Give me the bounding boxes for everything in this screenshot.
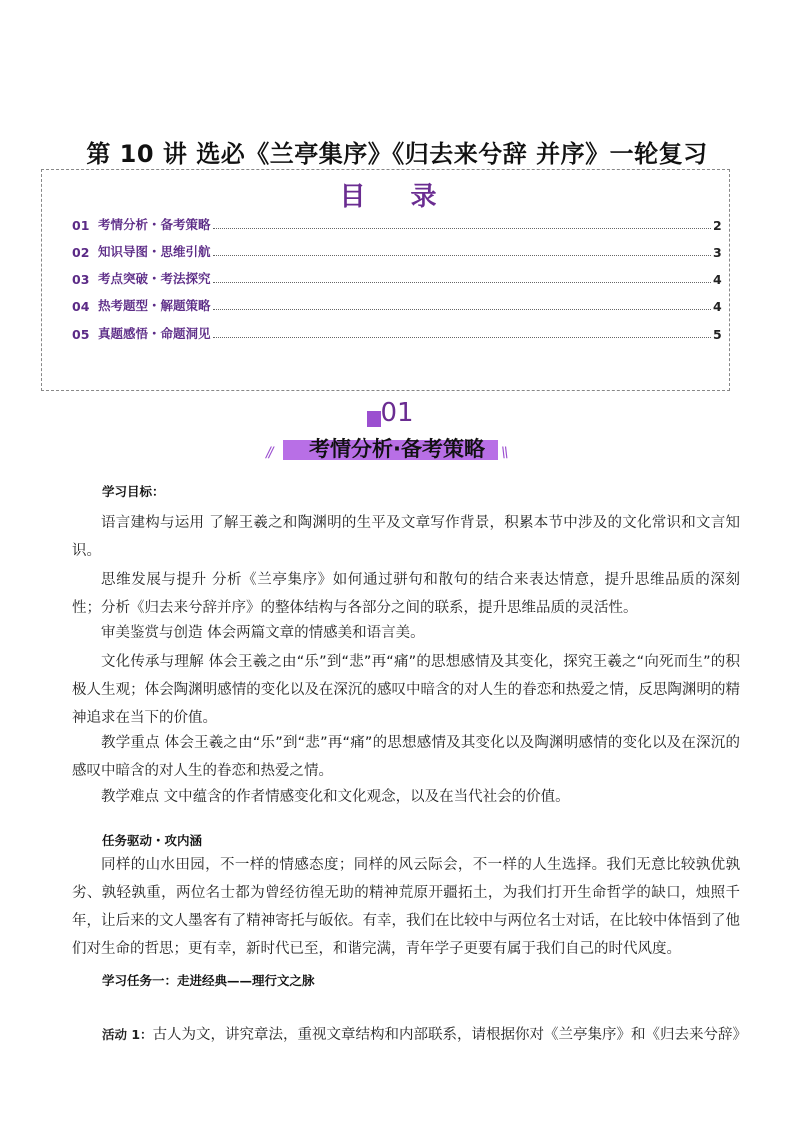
toc-heading: 目 录 <box>339 182 455 212</box>
toc-item-page: 2 <box>713 218 722 233</box>
goal-aesthetics: 审美鉴赏与创造 体会两篇文章的情感美和语言美。 <box>101 625 425 641</box>
toc-item-02[interactable] <box>72 240 721 260</box>
activity-1-lead: 活动 1： <box>102 1027 153 1042</box>
toc-item-page: 4 <box>713 272 722 287</box>
toc-item-label: 热考题型・解题策略 <box>98 298 211 313</box>
teaching-focus: 教学重点 体会王羲之由“乐”到“悲”再“痛”的思想感情及其变化以及陶渊明感情的变化以及在深沉的感叹中暗含的对人生的眷恋和热爱之情。 <box>72 735 740 779</box>
toc-leader-dots <box>213 309 711 310</box>
task-heading: 任务驱动・攻内涵 <box>102 833 203 848</box>
toc-item-label: 考情分析・备考策略 <box>98 217 211 232</box>
toc-item-label: 知识导图・思维引航 <box>98 244 211 259</box>
banner-slash-left-icon: // <box>266 445 272 461</box>
task1-heading: 学习任务一：走进经典——理行文之脉 <box>102 973 315 988</box>
toc-item-label: 考点突破・考法探究 <box>98 271 211 286</box>
toc-item-label: 真题感悟・命题洞见 <box>98 326 211 341</box>
task-paragraph: 同样的山水田园，不一样的情感态度；同样的风云际会，不一样的人生选择。我们无意比较孰优孰劣、孰轻孰重，两位名士都为曾经彷徨无助的精神荒原开疆拓土，为我们打开生命哲学的缺口，烛照千年，让后来的文人墨客有了精神寄托与皈依。有幸，我们在比较中与两位名士对话，在比较中体悟到了他们对生命的哲思；更有幸，新时代已至，和谐完满，青年学子更要有属于我们自己的时代风度。 <box>72 857 740 957</box>
toc-item-page: 5 <box>713 327 722 342</box>
section-number: 01 <box>380 398 414 428</box>
toc-item-number: 02 <box>72 245 90 260</box>
document-title: 第 10 讲 选必《兰亭集序》《归去来兮辞 并序》一轮复习 <box>86 140 708 168</box>
goal-culture: 文化传承与理解 体会王羲之由“乐”到“悲”再“痛”的思想感情及其变化，探究王羲之“向死而生”的积极人生观；体会陶渊明感情的变化以及在深沉的感叹中暗含的对人生的眷恋和热爱之情，反思陶渊明的精神追求在当下的价值。 <box>72 654 740 726</box>
toc-item-03[interactable] <box>72 267 721 287</box>
toc-item-number: 05 <box>72 327 90 342</box>
toc-item-number: 03 <box>72 272 90 287</box>
toc-item-05[interactable] <box>72 322 721 342</box>
section-banner-title: 考情分析·备考策略 <box>309 437 485 461</box>
toc-item-number: 04 <box>72 299 90 314</box>
toc-leader-dots <box>213 255 711 256</box>
activity-1-text: 古人为文，讲究章法，重视文章结构和内部联系，请根据你对《兰亭集序》和《归去来兮辞》 <box>152 1027 748 1043</box>
toc-item-number: 01 <box>72 218 90 233</box>
toc-leader-dots <box>213 337 711 338</box>
toc-leader-dots <box>213 228 711 229</box>
teaching-difficulty: 教学难点 文中蕴含的作者情感变化和文化观念，以及在当代社会的价值。 <box>101 789 570 805</box>
goal-language: 语言建构与运用 了解王羲之和陶渊明的生平及文章写作背景，积累本节中涉及的文化常识和文言知识。 <box>72 515 740 559</box>
toc-item-page: 3 <box>713 245 722 260</box>
toc-item-01[interactable] <box>72 213 721 233</box>
toc-leader-dots <box>213 282 711 283</box>
goal-thinking: 思维发展与提升 分析《兰亭集序》如何通过骈句和散句的结合来表达情意，提升思维品质的深刻性；分析《归去来兮辞并序》的整体结构与各部分之间的联系，提升思维品质的灵活性。 <box>72 572 740 616</box>
activity-1 <box>102 1021 748 1049</box>
goals-heading: 学习目标： <box>102 484 165 499</box>
toc-item-page: 4 <box>713 299 722 314</box>
banner-slash-right-icon: \\ <box>501 445 507 461</box>
toc-item-04[interactable] <box>72 294 721 314</box>
